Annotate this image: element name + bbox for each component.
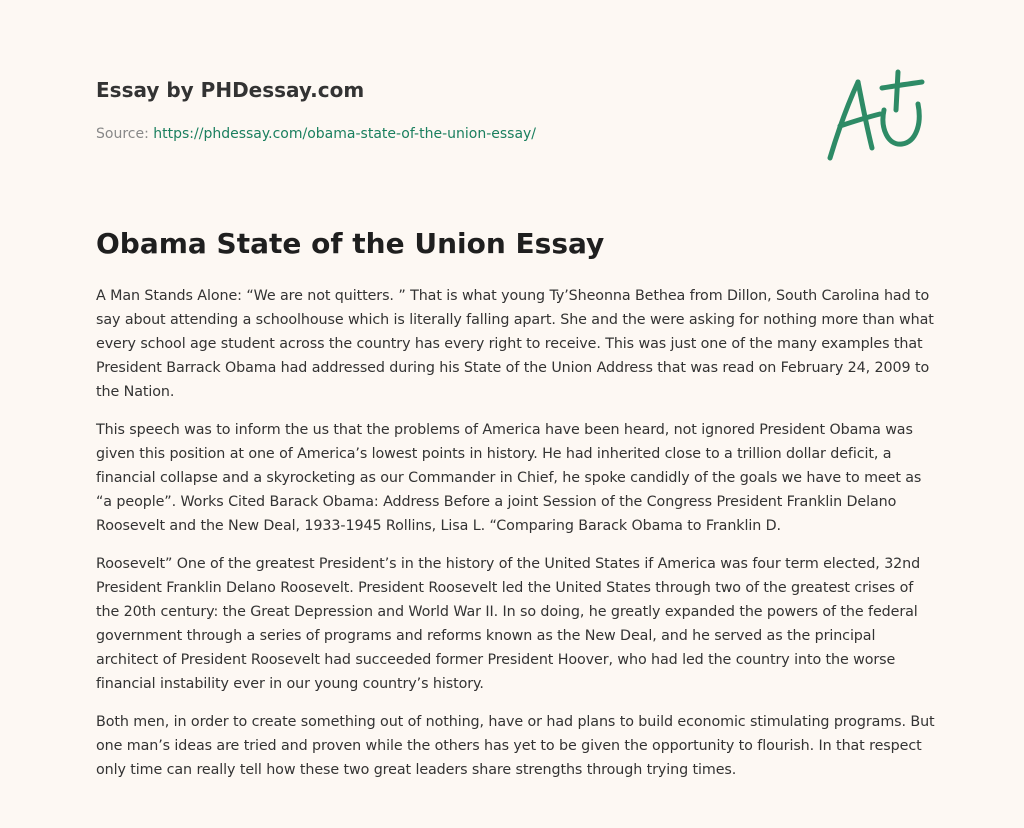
essay-title: Obama State of the Union Essay [96, 227, 605, 260]
essay-paragraph-2: This speech was to inform the us that the problems of America have been heard, not ignored President Obama was given this position at one of America’s lowest points in history. He had inherited close to a trillion dollar deficit, a financial collapse and a skyrocketing as our Commander in Chief, he spoke candidly of the goals we have to meet as “a people”. Works Cited Barack Obama: Address Before a joint Session of the Congress President Franklin Delano Roosevelt and the New Deal, 1933-1945 Rollins, Lisa L. “Comparing Barack Obama to Franklin D. [96, 422, 922, 534]
source-link[interactable]: https://phdessay.com/obama-state-of-the-union-essay/ [153, 126, 537, 142]
page-header [96, 76, 796, 144]
site-brand: Essay by PHDessay.com [96, 78, 365, 102]
essay-body [96, 284, 940, 796]
essay-paragraph-1: A Man Stands Alone: “We are not quitters. ” That is what young Ty’Sheonna Bethea from Dillon, South Carolina had to say about attending a schoolhouse which is literally falling apart. She and the were asking for nothing more than what every school age student across the country has every right to receive. This was just one of the many examples that President Barrack Obama had addressed during his State of the Union Address that was read on February 24, 2009 to the Nation. [96, 288, 934, 400]
source-label: Source: [96, 126, 149, 142]
a-plus-grade-icon [822, 68, 926, 164]
essay-paragraph-4: Both men, in order to create something out of nothing, have or had plans to build economic stimulating programs. But one man’s ideas are tried and proven while the others has yet to be given the opportunity to flourish. In that respect only time can really tell how these two great leaders share strengths through trying times. [96, 714, 935, 778]
essay-paragraph-3: Roosevelt” One of the greatest President’s in the history of the United States if America was four term elected, 32nd President Franklin Delano Roosevelt. President Roosevelt led the United States through two of the greatest crises of the 20th century: the Great Depression and World War II. In so doing, he greatly expanded the powers of the federal government through a series of programs and reforms known as the New Deal, and he served as the principal architect of President Roosevelt had succeeded former President Hoover, who had led the country into the worse financial instability ever in our young country’s history. [96, 556, 921, 692]
source-line [96, 124, 796, 144]
